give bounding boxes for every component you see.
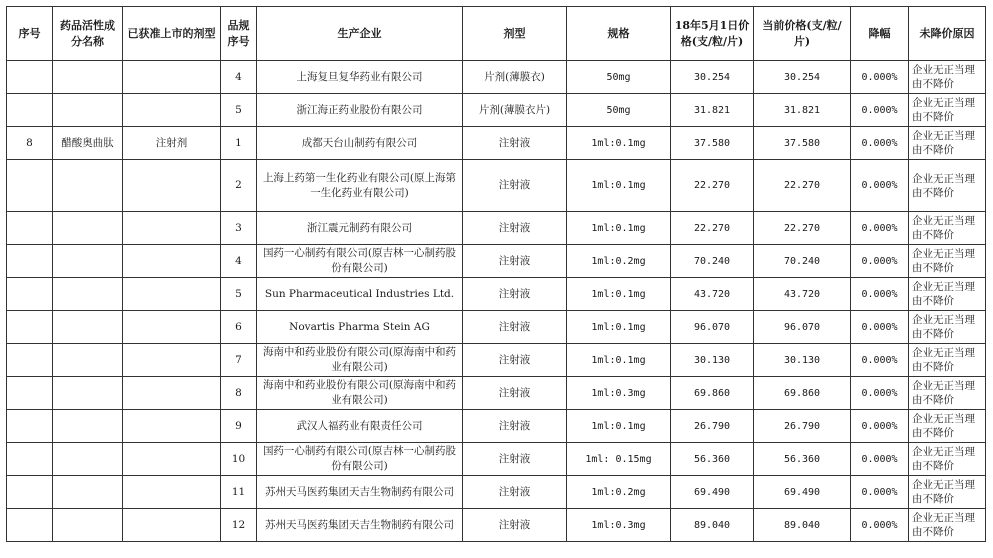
ingredient-cell bbox=[53, 509, 123, 542]
form-approved-cell bbox=[123, 278, 221, 311]
table-row bbox=[7, 377, 986, 410]
spec-cell: 1ml:0.3mg bbox=[567, 377, 671, 410]
reason-cell: 企业无正当理由不降价 bbox=[909, 443, 986, 476]
price-may-cell: 30.130 bbox=[671, 344, 754, 377]
variety-no-cell: 4 bbox=[221, 61, 257, 94]
ingredient-cell bbox=[53, 160, 123, 212]
table-row bbox=[7, 160, 986, 212]
price-may-cell: 69.860 bbox=[671, 377, 754, 410]
spec-cell: 50mg bbox=[567, 61, 671, 94]
price-may-cell: 22.270 bbox=[671, 212, 754, 245]
group-seq: 8 bbox=[7, 127, 53, 160]
price-may-cell: 70.240 bbox=[671, 245, 754, 278]
drop-cell: 0.000% bbox=[851, 160, 909, 212]
drop-cell: 0.000% bbox=[851, 61, 909, 94]
table-row bbox=[7, 127, 986, 160]
manufacturer-cell: 上海上药第一生化药业有限公司(原上海第一生化药业有限公司) bbox=[257, 160, 463, 212]
drop-cell: 0.000% bbox=[851, 94, 909, 127]
ingredient-cell bbox=[53, 245, 123, 278]
variety-no-cell: 8 bbox=[221, 377, 257, 410]
variety-no-cell: 2 bbox=[221, 160, 257, 212]
dosage-form-cell: 注射液 bbox=[463, 443, 567, 476]
form-approved-cell bbox=[123, 410, 221, 443]
price-now-cell: 30.130 bbox=[754, 344, 851, 377]
header-price-may: 18年5月1日价格(支/粒/片) bbox=[671, 7, 754, 61]
drop-cell: 0.000% bbox=[851, 443, 909, 476]
price-now-cell: 69.860 bbox=[754, 377, 851, 410]
table-row bbox=[7, 344, 986, 377]
table-header bbox=[7, 7, 986, 61]
price-may-cell: 43.720 bbox=[671, 278, 754, 311]
drop-cell: 0.000% bbox=[851, 509, 909, 542]
seq-cell bbox=[7, 160, 53, 212]
drop-cell: 0.000% bbox=[851, 127, 909, 160]
price-now-cell: 26.790 bbox=[754, 410, 851, 443]
dosage-form-cell: 注射液 bbox=[463, 377, 567, 410]
seq-cell bbox=[7, 278, 53, 311]
drop-cell: 0.000% bbox=[851, 245, 909, 278]
header-dosage-form: 剂型 bbox=[463, 7, 567, 61]
variety-no-cell: 6 bbox=[221, 311, 257, 344]
manufacturer-cell: 成都天台山制药有限公司 bbox=[257, 127, 463, 160]
table-row bbox=[7, 410, 986, 443]
variety-no-cell: 11 bbox=[221, 476, 257, 509]
spec-cell: 1ml:0.1mg bbox=[567, 278, 671, 311]
header-form-approved: 已获准上市的剂型 bbox=[123, 7, 221, 61]
manufacturer-cell: 海南中和药业股份有限公司(原海南中和药业有限公司) bbox=[257, 344, 463, 377]
drop-cell: 0.000% bbox=[851, 476, 909, 509]
spec-cell: 1ml:0.1mg bbox=[567, 160, 671, 212]
dosage-form-cell: 注射液 bbox=[463, 212, 567, 245]
ingredient-cell bbox=[53, 410, 123, 443]
reason-cell: 企业无正当理由不降价 bbox=[909, 127, 986, 160]
ingredient-cell bbox=[53, 344, 123, 377]
price-now-cell: 30.254 bbox=[754, 61, 851, 94]
group-form-approved: 注射剂 bbox=[123, 127, 221, 160]
price-now-cell: 70.240 bbox=[754, 245, 851, 278]
table-row bbox=[7, 509, 986, 542]
reason-cell: 企业无正当理由不降价 bbox=[909, 245, 986, 278]
ingredient-cell bbox=[53, 443, 123, 476]
header-variety-seq: 品规序号 bbox=[221, 7, 257, 61]
manufacturer-cell: Novartis Pharma Stein AG bbox=[257, 311, 463, 344]
header-seq: 序号 bbox=[7, 7, 53, 61]
price-now-cell: 96.070 bbox=[754, 311, 851, 344]
price-may-cell: 69.490 bbox=[671, 476, 754, 509]
variety-no-cell: 3 bbox=[221, 212, 257, 245]
form-approved-cell bbox=[123, 212, 221, 245]
reason-cell: 企业无正当理由不降价 bbox=[909, 94, 986, 127]
seq-cell bbox=[7, 245, 53, 278]
drop-cell: 0.000% bbox=[851, 278, 909, 311]
drop-cell: 0.000% bbox=[851, 212, 909, 245]
dosage-form-cell: 片剂(薄膜衣片) bbox=[463, 94, 567, 127]
spec-cell: 1ml:0.2mg bbox=[567, 476, 671, 509]
variety-no-cell: 9 bbox=[221, 410, 257, 443]
reason-cell: 企业无正当理由不降价 bbox=[909, 311, 986, 344]
variety-no-cell: 5 bbox=[221, 94, 257, 127]
price-now-cell: 89.040 bbox=[754, 509, 851, 542]
form-approved-cell bbox=[123, 509, 221, 542]
seq-cell bbox=[7, 410, 53, 443]
spec-cell: 1ml:0.3mg bbox=[567, 509, 671, 542]
manufacturer-cell: 上海复旦复华药业有限公司 bbox=[257, 61, 463, 94]
form-approved-cell bbox=[123, 94, 221, 127]
variety-no-cell: 10 bbox=[221, 443, 257, 476]
price-now-cell: 31.821 bbox=[754, 94, 851, 127]
drop-cell: 0.000% bbox=[851, 410, 909, 443]
spec-cell: 1ml:0.1mg bbox=[567, 344, 671, 377]
dosage-form-cell: 注射液 bbox=[463, 127, 567, 160]
seq-cell bbox=[7, 61, 53, 94]
form-approved-cell bbox=[123, 344, 221, 377]
form-approved-cell bbox=[123, 245, 221, 278]
price-now-cell: 69.490 bbox=[754, 476, 851, 509]
variety-no-cell: 12 bbox=[221, 509, 257, 542]
spec-cell: 1ml:0.1mg bbox=[567, 212, 671, 245]
price-may-cell: 56.360 bbox=[671, 443, 754, 476]
manufacturer-cell: 国药一心制药有限公司(原吉林一心制药股份有限公司) bbox=[257, 443, 463, 476]
form-approved-cell bbox=[123, 476, 221, 509]
dosage-form-cell: 片剂(薄膜衣) bbox=[463, 61, 567, 94]
seq-cell bbox=[7, 94, 53, 127]
price-may-cell: 37.580 bbox=[671, 127, 754, 160]
manufacturer-cell: 浙江震元制药有限公司 bbox=[257, 212, 463, 245]
dosage-form-cell: 注射液 bbox=[463, 476, 567, 509]
price-may-cell: 96.070 bbox=[671, 311, 754, 344]
spec-cell: 1ml: 0.15mg bbox=[567, 443, 671, 476]
reason-cell: 企业无正当理由不降价 bbox=[909, 509, 986, 542]
manufacturer-cell: 国药一心制药有限公司(原吉林一心制药股份有限公司) bbox=[257, 245, 463, 278]
group-ingredient: 醋酸奥曲肽 bbox=[53, 127, 123, 160]
price-now-cell: 22.270 bbox=[754, 160, 851, 212]
manufacturer-cell: 浙江海正药业股份有限公司 bbox=[257, 94, 463, 127]
manufacturer-cell: 苏州天马医药集团天吉生物制药有限公司 bbox=[257, 509, 463, 542]
ingredient-cell bbox=[53, 212, 123, 245]
price-may-cell: 22.270 bbox=[671, 160, 754, 212]
header-reason: 未降价原因 bbox=[909, 7, 986, 61]
seq-cell bbox=[7, 476, 53, 509]
reason-cell: 企业无正当理由不降价 bbox=[909, 61, 986, 94]
price-now-cell: 22.270 bbox=[754, 212, 851, 245]
drop-cell: 0.000% bbox=[851, 344, 909, 377]
dosage-form-cell: 注射液 bbox=[463, 278, 567, 311]
dosage-form-cell: 注射液 bbox=[463, 410, 567, 443]
spec-cell: 1ml:0.1mg bbox=[567, 311, 671, 344]
reason-cell: 企业无正当理由不降价 bbox=[909, 278, 986, 311]
reason-cell: 企业无正当理由不降价 bbox=[909, 410, 986, 443]
manufacturer-cell: 武汉人福药业有限责任公司 bbox=[257, 410, 463, 443]
dosage-form-cell: 注射液 bbox=[463, 160, 567, 212]
price-may-cell: 31.821 bbox=[671, 94, 754, 127]
reason-cell: 企业无正当理由不降价 bbox=[909, 212, 986, 245]
drop-cell: 0.000% bbox=[851, 377, 909, 410]
table-row bbox=[7, 94, 986, 127]
price-may-cell: 89.040 bbox=[671, 509, 754, 542]
form-approved-cell bbox=[123, 443, 221, 476]
price-now-cell: 43.720 bbox=[754, 278, 851, 311]
table-row bbox=[7, 212, 986, 245]
header-manufacturer: 生产企业 bbox=[257, 7, 463, 61]
seq-cell bbox=[7, 377, 53, 410]
table-row bbox=[7, 61, 986, 94]
ingredient-cell bbox=[53, 311, 123, 344]
price-now-cell: 56.360 bbox=[754, 443, 851, 476]
variety-no-cell: 5 bbox=[221, 278, 257, 311]
seq-cell bbox=[7, 509, 53, 542]
table-row bbox=[7, 278, 986, 311]
ingredient-cell bbox=[53, 476, 123, 509]
ingredient-cell bbox=[53, 94, 123, 127]
dosage-form-cell: 注射液 bbox=[463, 344, 567, 377]
header-drop: 降幅 bbox=[851, 7, 909, 61]
form-approved-cell bbox=[123, 61, 221, 94]
form-approved-cell bbox=[123, 160, 221, 212]
spec-cell: 1ml:0.1mg bbox=[567, 127, 671, 160]
ingredient-cell bbox=[53, 377, 123, 410]
seq-cell bbox=[7, 311, 53, 344]
variety-no-cell: 7 bbox=[221, 344, 257, 377]
variety-no-cell: 1 bbox=[221, 127, 257, 160]
price-may-cell: 26.790 bbox=[671, 410, 754, 443]
price-may-cell: 30.254 bbox=[671, 61, 754, 94]
header-ingredient: 药品活性成分名称 bbox=[53, 7, 123, 61]
spec-cell: 50mg bbox=[567, 94, 671, 127]
table-row bbox=[7, 245, 986, 278]
dosage-form-cell: 注射液 bbox=[463, 245, 567, 278]
header-spec: 规格 bbox=[567, 7, 671, 61]
ingredient-cell bbox=[53, 61, 123, 94]
table-body bbox=[7, 61, 986, 542]
header-price-now: 当前价格(支/粒/片) bbox=[754, 7, 851, 61]
spec-cell: 1ml:0.2mg bbox=[567, 245, 671, 278]
dosage-form-cell: 注射液 bbox=[463, 509, 567, 542]
seq-cell bbox=[7, 212, 53, 245]
manufacturer-cell: Sun Pharmaceutical Industries Ltd. bbox=[257, 278, 463, 311]
manufacturer-cell: 苏州天马医药集团天吉生物制药有限公司 bbox=[257, 476, 463, 509]
form-approved-cell bbox=[123, 311, 221, 344]
reason-cell: 企业无正当理由不降价 bbox=[909, 344, 986, 377]
table-row bbox=[7, 476, 986, 509]
drop-cell: 0.000% bbox=[851, 311, 909, 344]
spec-cell: 1ml:0.1mg bbox=[567, 410, 671, 443]
manufacturer-cell: 海南中和药业股份有限公司(原海南中和药业有限公司) bbox=[257, 377, 463, 410]
reason-cell: 企业无正当理由不降价 bbox=[909, 377, 986, 410]
table-row bbox=[7, 443, 986, 476]
seq-cell bbox=[7, 443, 53, 476]
reason-cell: 企业无正当理由不降价 bbox=[909, 160, 986, 212]
seq-cell bbox=[7, 344, 53, 377]
reason-cell: 企业无正当理由不降价 bbox=[909, 476, 986, 509]
price-table bbox=[6, 6, 986, 542]
dosage-form-cell: 注射液 bbox=[463, 311, 567, 344]
form-approved-cell bbox=[123, 377, 221, 410]
table-row bbox=[7, 311, 986, 344]
variety-no-cell: 4 bbox=[221, 245, 257, 278]
price-now-cell: 37.580 bbox=[754, 127, 851, 160]
ingredient-cell bbox=[53, 278, 123, 311]
